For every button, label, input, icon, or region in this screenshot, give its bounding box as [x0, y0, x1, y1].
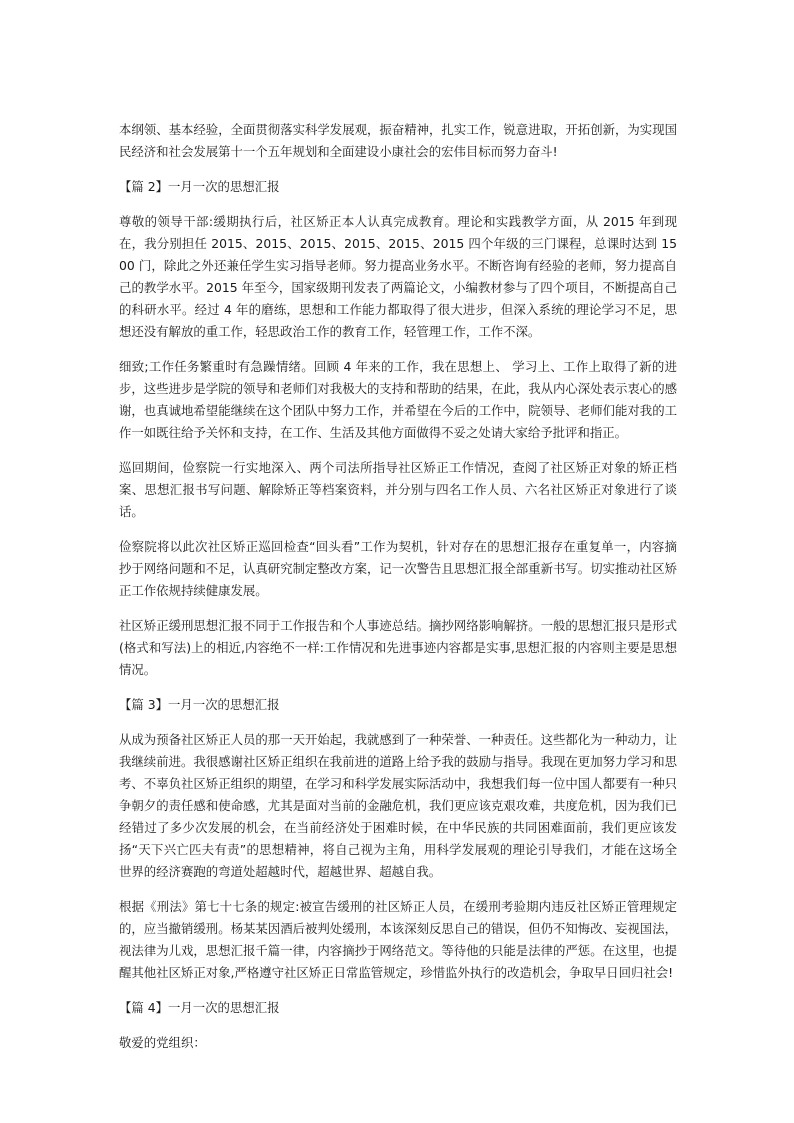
- paragraph: 俭察院将以此次社区矫正巡回检查“回头看”工作为契机，针对存在的思想汇报存在重复单一，内容摘抄于网络问题和不足，认真研究制定整改方案，记一次警告且思想汇报全部重新书写。切实推动社区矫正工作依规持续健康发展。: [119, 539, 677, 598]
- paragraph: 巡回期间，俭察院一行实地深入、两个司法所指导社区矫正工作情况，查阅了社区矫正对象的矫正档案、思想汇报书写问题、解除矫正等档案资料，并分别与四名工作人员、六名社区矫正对象进行了谈话。: [119, 460, 677, 519]
- section-heading-2: 【篇 2】一月一次的思想汇报: [119, 179, 280, 194]
- section-heading-3: 【篇 3】一月一次的思想汇报: [119, 697, 280, 712]
- paragraph: 尊敬的领导干部:缓期执行后，社区矫正本人认真完成教育。理论和实践教学方面，从 2015 年到现在，我分别担任 2015、2015、2015、2015、2015、2015 四个年级的三门课程，总课时达到 1500 门，除此之外还兼任学生实习指导老师。努力提高业务水平。不断咨询有经验的老师，努力提高自己的教学水平。2015 年至今，国家级期刊发表了两篇论文，小编教材参与了四个项目，不断提高自己的科研水平。经过 4 年的磨练，思想和工作能力都取得了很大进步，但深入系统的理论学习不足，思想还没有解放的重工作，轻思政治工作的教育工作，轻管理工作，工作不深。: [119, 214, 677, 339]
- paragraph: 本纲领、基本经验，全面贯彻落实科学发展观，振奋精神，扎实工作，锐意进取，开拓创新，为实现国民经济和社会发展第十一个五年规划和全面建设小康社会的宏伟目标而努力奋斗!: [119, 122, 677, 159]
- paragraph: 社区矫正缓刑思想汇报不同于工作报告和个人事迹总结。摘抄网络影响解挤。一般的思想汇报只是形式(格式和写法)上的相近,内容绝不一样:工作情况和先进事迹内容都是实事,思想汇报的内容则主要是思想情况。: [119, 618, 677, 677]
- paragraph: 从成为预备社区矫正人员的那一天开始起，我就感到了一种荣誉、一种责任。这些都化为一种动力，让我继续前进。我很感谢社区矫正组织在我前进的道路上给予我的鼓励与指导。我现在更加努力学习和思考、不辜负社区矫正组织的期望，在学习和科学发展实际活动中，我想我们每一位中国人都要有一种只争朝夕的责任感和使命感，尤其是面对当前的金融危机，我们更应该克艰攻难，共度危机，因为我们已经错过了多少次发展的机会，在当前经济处于困难时候，在中华民族的共同困难面前，我们更应该发扬“天下兴亡匹夫有责”的思想精神，将自己视为主角，用科学发展观的理论引导我们，才能在这场全世界的经济赛跑的弯道处超越时代，超越世界、超越自我。: [119, 732, 677, 879]
- salutation: 敬爱的党组织：: [119, 1035, 206, 1050]
- document-body: [119, 119, 677, 1054]
- section-heading-4: 【篇 4】一月一次的思想汇报: [119, 1000, 280, 1015]
- paragraph: 细致;工作任务繁重时有急躁情绪。回顾 4 年来的工作，我在思想上、 学习上、工作上取得了新的进步，这些进步是学院的领导和老师们对我极大的支持和帮助的结果，在此，我从内心深处表示衷心的感谢，也真诚地希望能继续在这个团队中努力工作，并希望在今后的工作中，院领导、老师们能对我的工作一如既往给予关怀和支持，在工作、生活及其他方面做得不妥之处请大家给予批评和指正。: [119, 359, 677, 440]
- paragraph: 根据《刑法》第七十七条的规定:被宣告缓刑的社区矫正人员，在缓刑考验期内违反社区矫正管理规定的，应当撤销缓刑。杨某某因酒后被判处缓刑，本该深刻反思自己的错误，但仍不知悔改、妄视国法，视法律为儿戏，思想汇报千篇一律，内容摘抄于网络范文。等待他的只能是法律的严惩。在这里，也提醒其他社区矫正对象,严格遵守社区矫正日常监管规定，珍惜监外执行的改造机会，争取早日回归社会!: [119, 899, 677, 980]
